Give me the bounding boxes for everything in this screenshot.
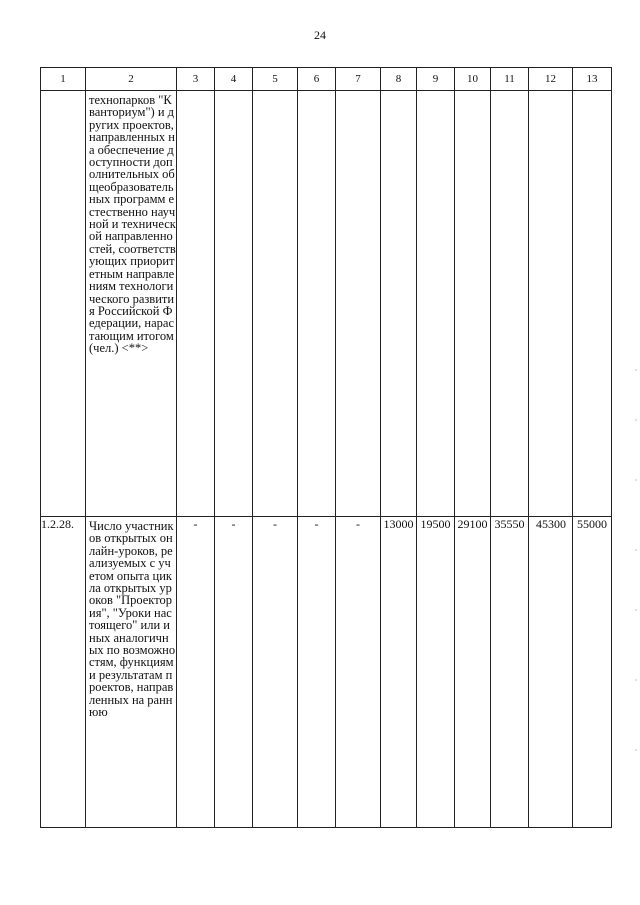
column-number: 6 [298, 68, 336, 91]
column-number: 2 [86, 68, 177, 91]
column-number: 4 [215, 68, 253, 91]
value-cell: 55000 [573, 517, 612, 828]
row-description-cell [86, 517, 177, 828]
table-row [41, 517, 612, 828]
column-number: 3 [177, 68, 215, 91]
value-cell: 29100 [455, 517, 491, 828]
column-number-row [41, 68, 612, 91]
value-cell [417, 91, 455, 517]
value-cell [491, 91, 529, 517]
value-cell: 19500 [417, 517, 455, 828]
page-number: 24 [314, 28, 326, 42]
value-cell [573, 91, 612, 517]
value-cell [177, 91, 215, 517]
value-cell: - [336, 517, 381, 828]
row-code: 1.2.28. [41, 517, 86, 828]
value-cell: 45300 [529, 517, 573, 828]
value-cell: 35550 [491, 517, 529, 828]
value-cell [529, 91, 573, 517]
value-cell: - [253, 517, 298, 828]
column-number: 1 [41, 68, 86, 91]
column-number: 9 [417, 68, 455, 91]
value-cell: - [177, 517, 215, 828]
table-row [41, 91, 612, 517]
row-description-cell [86, 91, 177, 517]
value-cell [215, 91, 253, 517]
value-cell [455, 91, 491, 517]
value-cell: - [298, 517, 336, 828]
column-number: 11 [491, 68, 529, 91]
row-description: Число участников открытых онлайн-уроков, реализуемых с учетом опыта цикла открытых уроков "Проектория", "Уроки настоящего" или иных аналогичных по возможностям, функциям и результатам проектов, направленных на раннюю [89, 519, 176, 720]
column-number: 12 [529, 68, 573, 91]
row-description: технопарков "Кванториум") и других проектов, направленных на обеспечение доступности дополнительных общеобразовательных программ естественно научной и технической направленностей, соответствующих приоритетным направлениям технологического развития Российской Федерации, нарастающим итогом (чел.) <**> [89, 93, 176, 356]
column-number: 5 [253, 68, 298, 91]
column-number: 10 [455, 68, 491, 91]
indicator-table [40, 67, 612, 828]
row-code [41, 91, 86, 517]
scan-artifact [635, 360, 637, 780]
value-cell: - [215, 517, 253, 828]
value-cell [381, 91, 417, 517]
column-number: 8 [381, 68, 417, 91]
value-cell [298, 91, 336, 517]
value-cell: 13000 [381, 517, 417, 828]
value-cell [253, 91, 298, 517]
column-number: 13 [573, 68, 612, 91]
value-cell [336, 91, 381, 517]
column-number: 7 [336, 68, 381, 91]
